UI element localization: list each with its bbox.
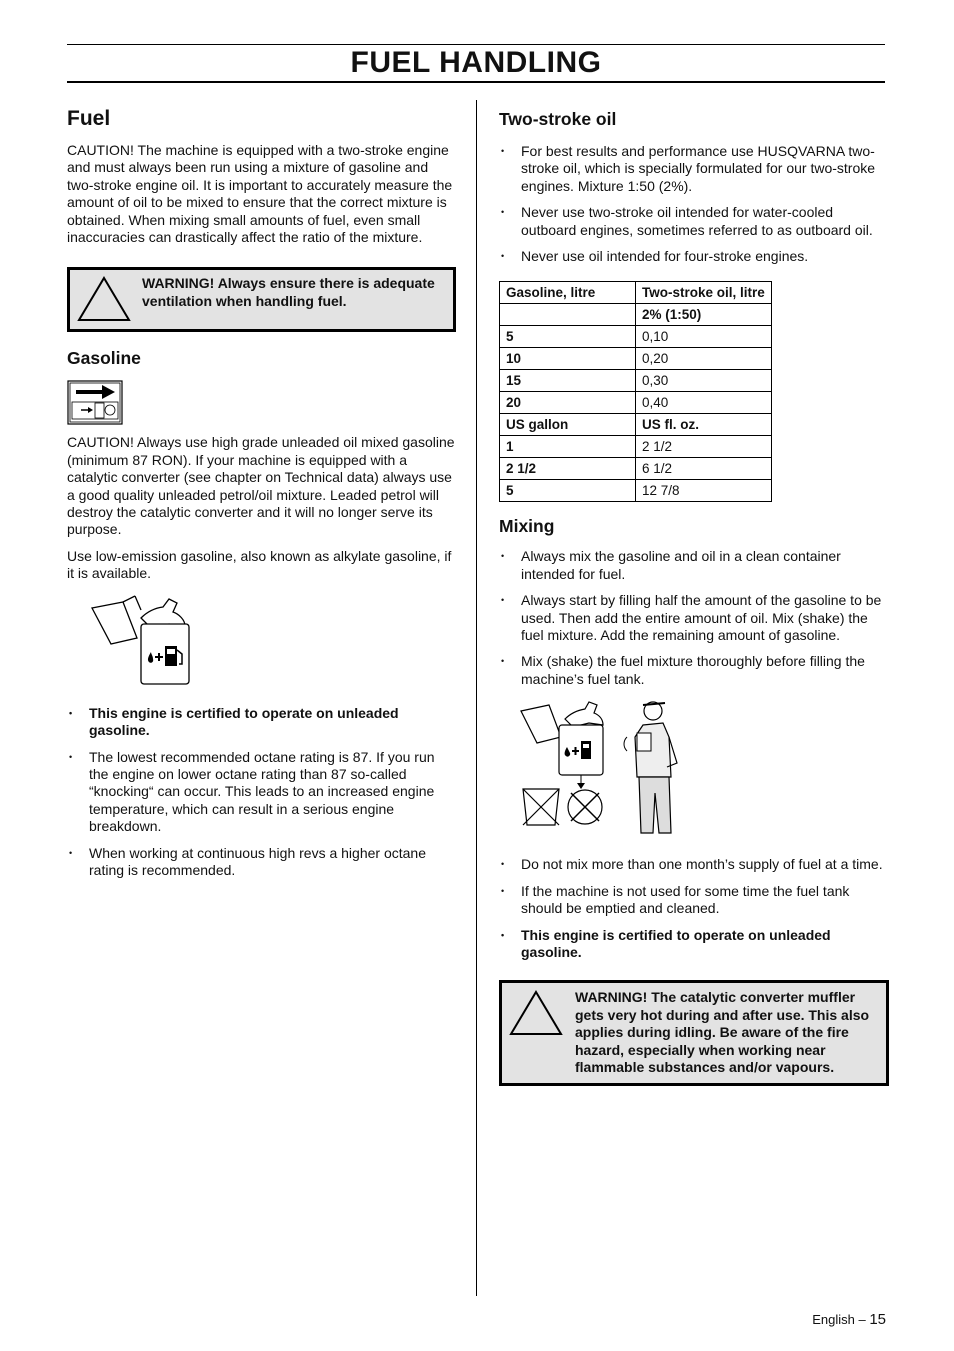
gasoline-heading: Gasoline <box>67 348 141 369</box>
list-item: • Mix (shake) the fuel mixture thoroughly before filling the machine’s fuel tank. <box>499 653 887 688</box>
warning-triangle-icon <box>508 989 564 1037</box>
table-cell: US fl. oz. <box>636 414 772 436</box>
table-row <box>500 392 772 414</box>
mixing-bullets <box>499 548 887 688</box>
table-row <box>500 480 772 502</box>
column-divider <box>476 100 477 1296</box>
gasoline-alkylate-note: Use low-emission gasoline, also known as alkylate gasoline, if it is available. <box>67 547 452 582</box>
table-row <box>500 304 772 326</box>
fuel-caution: CAUTION! The machine is equipped with a two-stroke engine and must always been run using a mixture of gasoline and two-stroke engine oil. It is important to accurately measure the amount of oil to be mixed to ensure that the correct mixture is obtained. When mixing small amounts of fuel, even small inaccuracies can drastically affect the ratio of the mixture. <box>67 142 453 246</box>
list-item: • This engine is certified to operate on unleaded gasoline. <box>499 927 887 962</box>
list-item: • Do not mix more than one month’s supply of fuel at a time. <box>499 856 887 873</box>
table-row <box>500 348 772 370</box>
mixing-illustration <box>519 697 699 837</box>
ventilation-warning-text: WARNING! Always ensure there is adequate ventilation when handling fuel. <box>142 275 435 309</box>
gasoline-caution: CAUTION! Always use high grade unleaded oil mixed gasoline (minimum 87 RON). If your machine is equipped with a catalytic converter (see chapter on Technical data) always use a good quality unleaded petrol/oil mixture. Leaded petrol will destroy the catalytic converter and it will no longer serve its purpose. <box>67 434 455 538</box>
page-number: 15 <box>869 1311 886 1328</box>
left-column <box>67 100 457 888</box>
fuel-mixture-table <box>499 281 772 502</box>
table-cell: Gasoline, litre <box>500 282 636 304</box>
footer-dash: – <box>858 1312 866 1327</box>
table-cell: 2 1/2 <box>636 436 772 458</box>
table-cell: Two-stroke oil, litre <box>636 282 772 304</box>
list-item: • Always mix the gasoline and oil in a clean container intended for fuel. <box>499 548 887 583</box>
page-footer <box>812 1311 886 1328</box>
mixing-heading: Mixing <box>499 516 555 537</box>
table-cell: 0,10 <box>636 326 772 348</box>
muffler-warning-box <box>499 980 889 1086</box>
mixing-cans-icon <box>89 594 193 686</box>
table-header-row <box>500 282 772 304</box>
table-cell: 15 <box>500 370 636 392</box>
table-row <box>500 414 772 436</box>
table-cell: 0,30 <box>636 370 772 392</box>
list-item: • This engine is certified to operate on unleaded gasoline. <box>67 705 457 740</box>
footer-language: English <box>812 1312 855 1327</box>
list-item: • For best results and performance use HUSQVARNA two-stroke oil, which is specially formulated for our two-stroke engines. Mixture 1:50 (2%). <box>499 143 887 195</box>
two-stroke-oil-heading: Two-stroke oil <box>499 109 617 129</box>
table-cell: 0,20 <box>636 348 772 370</box>
list-item: • Never use oil intended for four-stroke engines. <box>499 248 887 265</box>
table-cell: 0,40 <box>636 392 772 414</box>
list-item: • The lowest recommended octane rating is 87. If you run the engine on lower octane rating than 87 so-called “knocking“ can occur. This leads to an increased engine temperature, which can result in a serious engine breakdown. <box>67 749 457 836</box>
table-cell: 6 1/2 <box>636 458 772 480</box>
right-column <box>499 100 887 1086</box>
storage-bullets <box>499 856 887 961</box>
table-cell: 10 <box>500 348 636 370</box>
table-cell: US gallon <box>500 414 636 436</box>
table-cell: 2 1/2 <box>500 458 636 480</box>
warning-triangle-icon <box>76 275 132 323</box>
table-cell: 5 <box>500 326 636 348</box>
table-row <box>500 458 772 480</box>
table-cell: 5 <box>500 480 636 502</box>
header-rule-bottom <box>67 81 885 83</box>
oil-bullets <box>499 143 887 265</box>
table-cell: 1 <box>500 436 636 458</box>
fuel-heading: Fuel <box>67 107 111 130</box>
muffler-warning-text: WARNING! The catalytic converter muffler gets very hot during and after use. This also applies during idling. Be aware of the fire hazard, especially when working near flammable substances and/or vapours. <box>575 989 870 1075</box>
table-row <box>500 326 772 348</box>
table-cell: 12 7/8 <box>636 480 772 502</box>
table-row <box>500 370 772 392</box>
list-item: • Never use two-stroke oil intended for water-cooled outboard engines, sometimes referred to as outboard oil. <box>499 204 887 239</box>
gasoline-bullets <box>67 705 457 880</box>
list-item: • If the machine is not used for some time the fuel tank should be emptied and cleaned. <box>499 883 887 918</box>
table-row <box>500 436 772 458</box>
table-cell: 2% (1:50) <box>636 304 772 326</box>
list-item: • When working at continuous high revs a higher octane rating is recommended. <box>67 845 457 880</box>
table-cell <box>500 304 636 326</box>
page-title: FUEL HANDLING <box>350 46 602 79</box>
table-cell: 20 <box>500 392 636 414</box>
ventilation-warning-box <box>67 267 456 332</box>
fuel-symbol-icon <box>67 380 123 425</box>
list-item: • Always start by filling half the amount of the gasoline to be used. Then add the entire amount of oil. Mix (shake) the fuel mixture. Add the remaining amount of gasoline. <box>499 592 887 644</box>
